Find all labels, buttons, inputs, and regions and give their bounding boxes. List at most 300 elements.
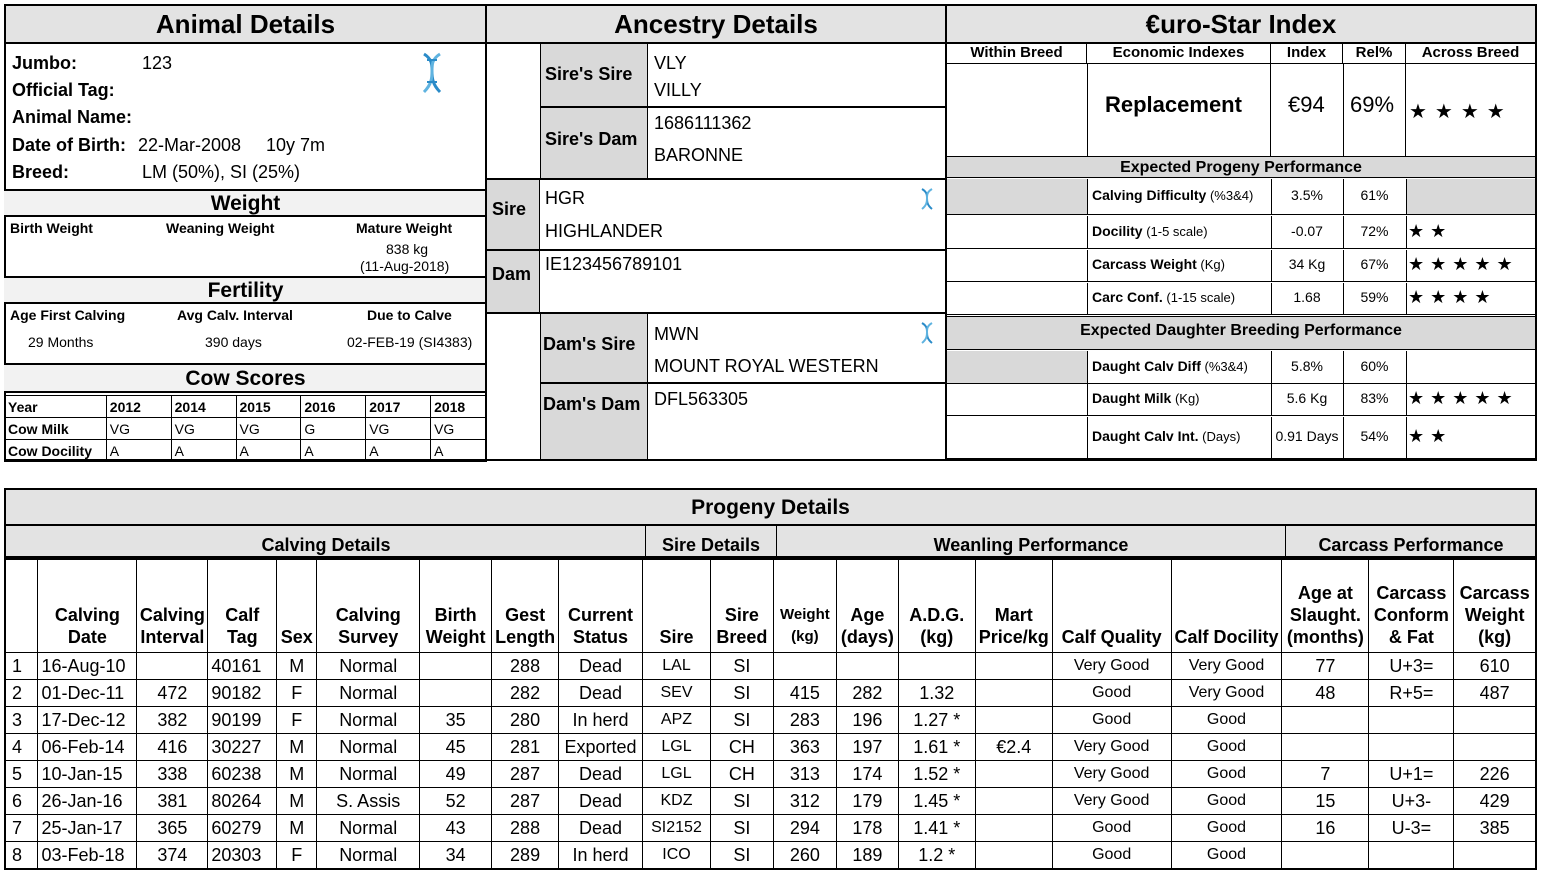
table-cell: 313: [773, 761, 836, 788]
year-cell: 2015: [236, 396, 301, 418]
edbp-unit: (Kg): [1171, 391, 1200, 406]
table-cell: Good: [1052, 815, 1171, 842]
table-cell: Very Good: [1171, 680, 1282, 707]
group-carcass-performance: Carcass Performance: [1318, 535, 1504, 555]
table-cell: SI: [710, 653, 773, 680]
row-number-header: [5, 559, 38, 653]
cow-milk-cell: VG: [431, 418, 487, 440]
table-cell: 7: [5, 815, 38, 842]
epp-row: [947, 179, 1535, 215]
table-cell: 1.27 *: [898, 707, 975, 734]
column-header: Calf Docility: [1171, 559, 1282, 653]
epp-rel: 72%: [1360, 223, 1389, 239]
edbp-unit: (Days): [1198, 429, 1241, 444]
dob-value: 22-Mar-2008: [138, 135, 242, 155]
table-cell: 17-Dec-12: [38, 707, 137, 734]
table-cell: [1369, 734, 1454, 761]
epp-row: [947, 250, 1535, 282]
dams-sire-name: MOUNT ROYAL WESTERN: [654, 356, 879, 376]
dams-sire-code: MWN: [654, 324, 699, 344]
cow-milk-cell: VG: [106, 418, 171, 440]
table-cell: 01-Dec-11: [38, 680, 137, 707]
table-cell: 3: [5, 707, 38, 734]
birth-weight-label: Birth Weight: [10, 220, 93, 236]
column-header: Sex: [277, 559, 317, 653]
epp-title: Expected Progeny Performance: [947, 156, 1535, 178]
table-cell: Normal: [317, 653, 420, 680]
dob-label: Date of Birth:: [12, 135, 126, 155]
divider: [1087, 216, 1088, 249]
table-cell: 1: [5, 653, 38, 680]
table-cell: 20303: [208, 842, 277, 870]
edbp-stars: ★★★★★: [1408, 388, 1519, 408]
table-cell: [836, 653, 898, 680]
table-cell: [1369, 842, 1454, 870]
replacement-stars: ★★★★: [1409, 101, 1513, 123]
table-cell: [420, 680, 492, 707]
sires-sire-label: Sire's Sire: [545, 64, 633, 84]
column-header: Sire: [643, 559, 711, 653]
edbp-stars: ★★: [1408, 426, 1453, 446]
epp-label-text: Carcass Weight: [1092, 256, 1197, 272]
cow-scores-table: [4, 395, 487, 462]
table-cell: APZ: [643, 707, 711, 734]
table-cell: ICO: [643, 842, 711, 870]
table-cell: [975, 842, 1052, 870]
divider: [1406, 384, 1407, 416]
table-cell: 8: [5, 842, 38, 870]
epp-label: [1092, 256, 1225, 272]
divider: [1406, 216, 1407, 249]
table-cell: [1282, 707, 1369, 734]
breed-value: LM (50%), SI (25%): [142, 162, 301, 182]
table-cell: 06-Feb-14: [38, 734, 137, 761]
table-cell: R+5=: [1369, 680, 1454, 707]
edbp-value: 5.8%: [1291, 358, 1323, 374]
table-cell: S. Assis: [317, 788, 420, 815]
animal-name-label: Animal Name:: [12, 107, 133, 127]
replacement-label: Replacement: [1105, 92, 1242, 117]
divider: [487, 178, 945, 180]
table-cell: 289: [492, 842, 559, 870]
sires-sire-code: VLY: [654, 53, 687, 73]
table-cell: LAL: [643, 653, 711, 680]
cow-docility-label: Cow Docility: [5, 440, 107, 462]
table-cell: €2.4: [975, 734, 1052, 761]
table-cell: 1.45 *: [898, 788, 975, 815]
due-value: 02-FEB-19 (SI4383): [347, 334, 473, 350]
column-header: Carcass Conform & Fat: [1369, 559, 1454, 653]
table-cell: 7: [1282, 761, 1369, 788]
table-cell: M: [277, 815, 317, 842]
table-cell: Good: [1052, 680, 1171, 707]
cow-milk-cell: VG: [236, 418, 301, 440]
table-cell: 1.61 *: [898, 734, 975, 761]
table-cell: CH: [710, 761, 773, 788]
column-header: Current Status: [559, 559, 643, 653]
column-header: Calving Survey: [317, 559, 420, 653]
sires-dam-code: 1686111362: [654, 113, 752, 133]
table-cell: 10-Jan-15: [38, 761, 137, 788]
epp-unit: (%3&4): [1206, 188, 1254, 203]
table-cell: [975, 815, 1052, 842]
epp-row: [947, 283, 1535, 315]
col-within-breed: Within Breed: [947, 44, 1087, 64]
table-cell: [137, 653, 208, 680]
table-cell: 35: [420, 707, 492, 734]
table-cell: Normal: [317, 815, 420, 842]
table-cell: Very Good: [1171, 653, 1282, 680]
table-cell: U+3=: [1369, 653, 1454, 680]
edbp-label-text: Daught Milk: [1092, 390, 1172, 406]
table-cell: SI: [710, 707, 773, 734]
table-cell: 189: [836, 842, 898, 870]
epp-rel: 59%: [1360, 289, 1389, 305]
col-economic-indexes: Economic Indexes: [1087, 44, 1271, 64]
table-cell: 280: [492, 707, 559, 734]
table-cell: In herd: [559, 707, 643, 734]
table-cell: [975, 680, 1052, 707]
aci-value: 390 days: [205, 334, 262, 350]
epp-label-text: Carc Conf.: [1092, 289, 1163, 305]
table-cell: U-3=: [1369, 815, 1454, 842]
jumbo-label: Jumbo:: [12, 53, 77, 73]
mature-weight-label: Mature Weight: [356, 220, 453, 236]
table-cell: 5: [5, 761, 38, 788]
divider: [1087, 179, 1088, 215]
table-cell: 178: [836, 815, 898, 842]
age-value: 10y 7m: [266, 135, 326, 155]
table-cell: SI: [710, 842, 773, 870]
table-cell: U+1=: [1369, 761, 1454, 788]
sire-code: HGR: [545, 188, 585, 208]
aci-label: Avg Calv. Interval: [177, 307, 293, 323]
table-cell: LGL: [643, 734, 711, 761]
table-cell: Good: [1052, 707, 1171, 734]
epp-label: [1092, 289, 1235, 305]
table-cell: [975, 788, 1052, 815]
table-cell: 90199: [208, 707, 277, 734]
table-cell: 381: [137, 788, 208, 815]
dam-code: IE123456789101: [545, 254, 683, 274]
table-cell: 283: [773, 707, 836, 734]
table-cell: F: [277, 842, 317, 870]
year-cell: 2018: [431, 396, 487, 418]
cow-docility-cell: A: [106, 440, 171, 462]
table-row: [5, 680, 1536, 707]
edbp-rel: 83%: [1360, 390, 1389, 406]
cow-docility-cell: A: [236, 440, 301, 462]
edbp-value: 5.6 Kg: [1286, 390, 1328, 406]
epp-unit: (1-15 scale): [1162, 290, 1236, 305]
table-cell: 281: [492, 734, 559, 761]
replacement-rel: 69%: [1350, 92, 1395, 117]
edbp-rel: 60%: [1360, 358, 1389, 374]
cow-scores-year-row: [5, 396, 487, 418]
table-cell: [1369, 707, 1454, 734]
table-row: [5, 842, 1536, 870]
dna-icon[interactable]: [918, 322, 936, 344]
table-cell: 338: [137, 761, 208, 788]
table-cell: 226: [1454, 761, 1536, 788]
table-cell: 45: [420, 734, 492, 761]
cow-docility-cell: A: [366, 440, 431, 462]
cow-docility-cell: A: [171, 440, 236, 462]
fertility-title: Fertility: [4, 276, 487, 304]
table-cell: SI: [710, 788, 773, 815]
cow-docility-cell: A: [431, 440, 487, 462]
column-header: Calf Tag: [208, 559, 277, 653]
epp-stars: ★★: [1408, 221, 1453, 241]
table-cell: Normal: [317, 734, 420, 761]
epp-value: -0.07: [1291, 223, 1323, 239]
divider: [1087, 250, 1088, 282]
table-cell: 15: [1282, 788, 1369, 815]
cow-milk-label: Cow Milk: [5, 418, 107, 440]
epp-unit: (1-5 scale): [1142, 224, 1208, 239]
weaning-weight-label: Weaning Weight: [166, 220, 275, 236]
table-cell: 49: [420, 761, 492, 788]
edbp-unit: (%3&4): [1200, 359, 1248, 374]
epp-stars: ★★★★★: [1408, 254, 1519, 274]
epp-rel: 61%: [1360, 187, 1389, 203]
cow-milk-row: [5, 418, 487, 440]
sire-label: Sire: [492, 199, 527, 219]
table-cell: Very Good: [1052, 761, 1171, 788]
table-cell: 197: [836, 734, 898, 761]
divider: [540, 382, 945, 384]
table-cell: [1282, 842, 1369, 870]
afc-label: Age First Calving: [10, 307, 126, 323]
edbp-row: [947, 417, 1535, 459]
table-cell: 34: [420, 842, 492, 870]
table-cell: [1454, 842, 1536, 870]
official-tag-label: Official Tag:: [12, 80, 115, 100]
dna-icon[interactable]: [918, 188, 936, 210]
epp-unit: (Kg): [1196, 257, 1225, 272]
divider: [1087, 384, 1088, 416]
table-cell: 374: [137, 842, 208, 870]
divider: [1087, 283, 1088, 315]
table-cell: M: [277, 761, 317, 788]
eurostar-index-header: €uro-Star Index: [945, 4, 1537, 44]
column-header: Birth Weight: [420, 559, 492, 653]
table-cell: KDZ: [643, 788, 711, 815]
table-cell: 610: [1454, 653, 1536, 680]
table-cell: Good: [1171, 788, 1282, 815]
table-cell: Normal: [317, 680, 420, 707]
year-cell: 2017: [366, 396, 431, 418]
edbp-row: [947, 384, 1535, 416]
table-cell: 4: [5, 734, 38, 761]
sire-name: HIGHLANDER: [545, 221, 664, 241]
table-cell: 48: [1282, 680, 1369, 707]
table-cell: 30227: [208, 734, 277, 761]
table-cell: 26-Jan-16: [38, 788, 137, 815]
table-cell: 179: [836, 788, 898, 815]
table-cell: In herd: [559, 842, 643, 870]
divider: [1406, 283, 1407, 315]
table-cell: 25-Jan-17: [38, 815, 137, 842]
table-cell: LGL: [643, 761, 711, 788]
table-cell: F: [277, 680, 317, 707]
dams-dam-code: DFL563305: [654, 389, 749, 409]
divider: [487, 312, 945, 314]
table-cell: [1454, 734, 1536, 761]
epp-label-text: Calving Difficulty: [1092, 187, 1207, 203]
table-cell: 415: [773, 680, 836, 707]
table-cell: 2: [5, 680, 38, 707]
cow-docility-row: [5, 440, 487, 462]
progeny-header-row: [5, 559, 1536, 653]
table-cell: F: [277, 707, 317, 734]
table-cell: 416: [137, 734, 208, 761]
table-cell: 382: [137, 707, 208, 734]
animal-details-header: Animal Details: [4, 4, 487, 44]
afc-value: 29 Months: [28, 334, 94, 350]
divider: [1406, 179, 1407, 215]
sires-sire-name: VILLY: [654, 80, 702, 100]
table-cell: Good: [1171, 842, 1282, 870]
table-cell: 77: [1282, 653, 1369, 680]
table-cell: 365: [137, 815, 208, 842]
epp-label: [1092, 187, 1253, 203]
sires-dam-label: Sire's Dam: [545, 129, 638, 149]
cow-scores-title: Cow Scores: [4, 363, 487, 393]
edbp-row: [947, 351, 1535, 384]
table-cell: 1.52 *: [898, 761, 975, 788]
table-cell: 282: [492, 680, 559, 707]
table-cell: 6: [5, 788, 38, 815]
table-cell: Dead: [559, 761, 643, 788]
table-cell: 312: [773, 788, 836, 815]
table-cell: Normal: [317, 707, 420, 734]
table-cell: [975, 761, 1052, 788]
cow-docility-cell: A: [301, 440, 366, 462]
mature-weight-value: 838 kg: [386, 241, 429, 257]
table-row: [5, 761, 1536, 788]
table-cell: SEV: [643, 680, 711, 707]
table-cell: 196: [836, 707, 898, 734]
table-cell: 16: [1282, 815, 1369, 842]
column-header: Sire Breed: [710, 559, 773, 653]
table-cell: 294: [773, 815, 836, 842]
jumbo-value: 123: [142, 53, 173, 73]
table-cell: [898, 653, 975, 680]
table-row: [5, 653, 1536, 680]
table-cell: SI: [710, 680, 773, 707]
column-header: Age at Slaught. (months): [1282, 559, 1369, 653]
epp-rel: 67%: [1360, 256, 1389, 272]
epp-stars: ★★★★: [1408, 287, 1497, 307]
table-cell: Good: [1171, 707, 1282, 734]
group-sire-details: Sire Details: [661, 535, 761, 555]
table-cell: 385: [1454, 815, 1536, 842]
dams-dam-label: Dam's Dam: [543, 394, 641, 414]
col-across-breed: Across Breed: [1406, 44, 1535, 64]
year-cell: 2014: [171, 396, 236, 418]
table-row: [5, 707, 1536, 734]
sires-dam-name: BARONNE: [654, 145, 744, 165]
epp-value: 34 Kg: [1288, 256, 1326, 272]
table-cell: U+3-: [1369, 788, 1454, 815]
cow-milk-cell: G: [301, 418, 366, 440]
edbp-rel: 54%: [1360, 428, 1389, 444]
table-cell: Very Good: [1052, 653, 1171, 680]
table-row: [5, 734, 1536, 761]
replacement-index: €94: [1288, 92, 1325, 117]
table-cell: 60238: [208, 761, 277, 788]
year-label: Year: [5, 396, 107, 418]
divider: [1406, 250, 1407, 282]
col-rel: Rel%: [1343, 44, 1406, 64]
table-cell: Good: [1052, 842, 1171, 870]
table-cell: 363: [773, 734, 836, 761]
table-cell: [1282, 734, 1369, 761]
column-header: Carcass Weight (kg): [1454, 559, 1536, 653]
table-cell: 1.32: [898, 680, 975, 707]
table-cell: Exported: [559, 734, 643, 761]
table-cell: 288: [492, 653, 559, 680]
table-cell: SI2152: [643, 815, 711, 842]
table-cell: 80264: [208, 788, 277, 815]
divider: [1087, 351, 1088, 384]
epp-label: [1092, 223, 1208, 239]
table-cell: SI: [710, 815, 773, 842]
table-cell: 1.2 *: [898, 842, 975, 870]
table-cell: 287: [492, 788, 559, 815]
edbp-label: [1092, 428, 1240, 444]
column-header: Mart Price/kg: [975, 559, 1052, 653]
table-cell: Very Good: [1052, 788, 1171, 815]
table-cell: 1.41 *: [898, 815, 975, 842]
dna-icon[interactable]: [418, 52, 446, 94]
progeny-details-header: Progeny Details: [4, 488, 1537, 526]
table-cell: Very Good: [1052, 734, 1171, 761]
year-cell: 2016: [301, 396, 366, 418]
table-cell: 52: [420, 788, 492, 815]
table-cell: 287: [492, 761, 559, 788]
column-header: Calf Quality: [1052, 559, 1171, 653]
epp-label-text: Docility: [1092, 223, 1143, 239]
edbp-value: 0.91 Days: [1275, 428, 1339, 444]
table-cell: Good: [1171, 734, 1282, 761]
year-cell: 2012: [106, 396, 171, 418]
column-header: Age (days): [836, 559, 898, 653]
epp-row: [947, 216, 1535, 249]
column-header: Gest Length: [492, 559, 559, 653]
table-cell: Normal: [317, 761, 420, 788]
table-row: [5, 788, 1536, 815]
table-cell: 174: [836, 761, 898, 788]
table-cell: 282: [836, 680, 898, 707]
table-cell: 487: [1454, 680, 1536, 707]
cow-milk-cell: VG: [171, 418, 236, 440]
table-cell: 43: [420, 815, 492, 842]
table-cell: Dead: [559, 815, 643, 842]
table-cell: Good: [1171, 815, 1282, 842]
group-weanling-performance: Weanling Performance: [933, 535, 1129, 555]
edbp-label: [1092, 390, 1200, 406]
table-cell: M: [277, 788, 317, 815]
progeny-table: [4, 558, 1537, 870]
cow-milk-cell: VG: [366, 418, 431, 440]
table-cell: Good: [1171, 761, 1282, 788]
dam-label: Dam: [492, 264, 532, 284]
table-cell: [773, 653, 836, 680]
divider: [540, 106, 945, 108]
table-cell: 260: [773, 842, 836, 870]
